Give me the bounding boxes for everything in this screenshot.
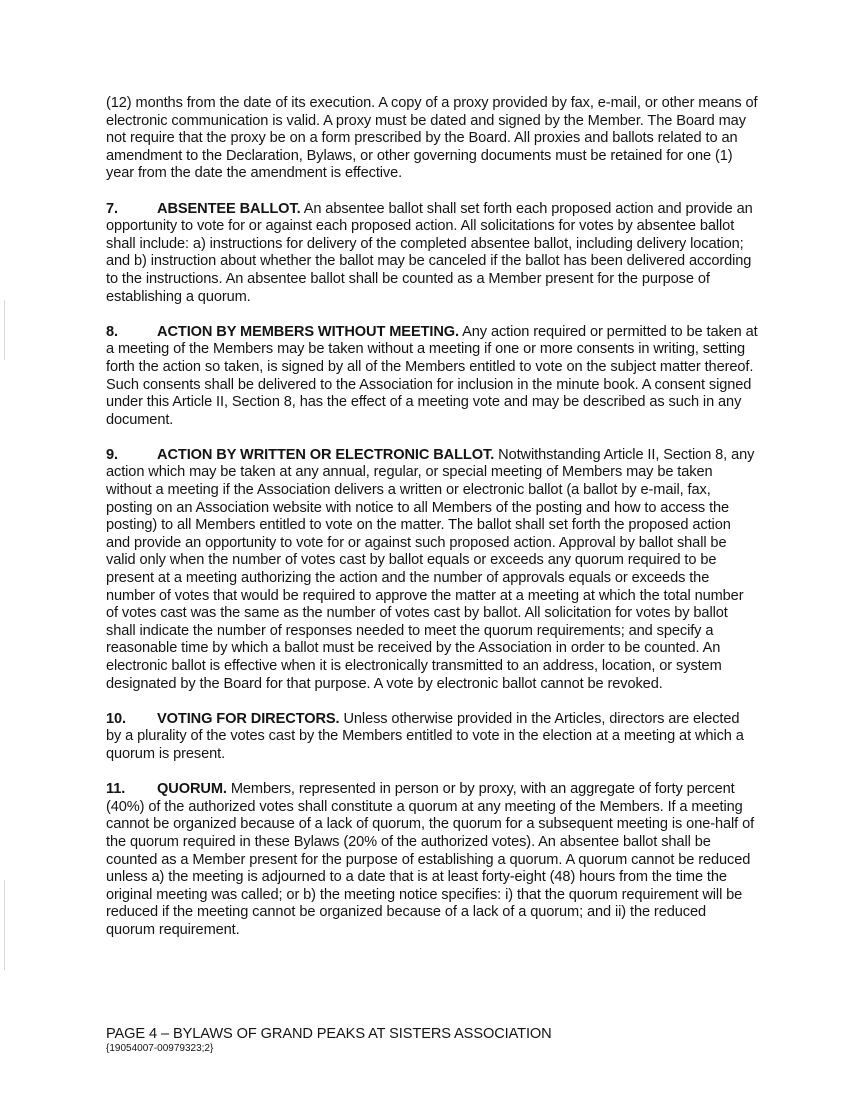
document-code: {19054007-00979323;2} <box>106 1043 214 1054</box>
section-body: An absentee ballot shall set forth each proposed action and provide an opportunity to vote for or against each proposed action. All solicitations for votes by absentee ballot shall include: a) instructions for delivery of the completed absentee ballot, including delivery location; and b) instruction about whether the ballot may be canceled if the ballot has been delivered according to the instructions. An absentee ballot shall be counted as a Member present for the purpose of establishing a quorum. <box>106 200 753 305</box>
section-body: Notwithstanding Article II, Section 8, any action which may be taken at any annual, regular, or special meeting of Members may be taken without a meeting if the Association delivers a written or electronic ballot (a ballot by e-mail, fax, posting on an Association website with notice to all Members of the posting and how to access the posting) to all Members entitled to vote on the matter. The ballot shall set forth the proposed action and provide an opportunity to vote for or against such proposed action. Approval by ballot shall be valid only when the number of votes cast by ballot equals or exceeds any quorum required to be present at a meeting authorizing the action and the number of approvals equals or exceeds the number of votes that would be required to approve the matter at a meeting at which the total number of votes cast was the same as the number of votes cast by ballot. All solicitation for votes by ballot shall indicate the number of responses needed to meet the quorum requirements; and specify a reasonable time by which a ballot must be received by the Association in order to be counted. An electronic ballot is effective when it is electronically transmitted to an address, location, or system designated by the Board for that purpose. A vote by electronic ballot cannot be revoked. <box>106 446 755 692</box>
section-heading: ACTION BY WRITTEN OR ELECTRONIC BALLOT. <box>157 446 495 463</box>
section-number: 11. <box>106 781 126 798</box>
section-number: 8. <box>106 323 118 340</box>
section-7 <box>106 201 758 307</box>
section-heading: ACTION BY MEMBERS WITHOUT MEETING. <box>157 323 459 340</box>
footer-title: PAGE 4 – BYLAWS OF GRAND PEAKS AT SISTERS ASSOCIATION <box>106 1026 552 1042</box>
section-heading: ABSENTEE BALLOT. <box>157 200 301 217</box>
section-11 <box>106 781 758 939</box>
section-heading: QUORUM. <box>157 781 227 798</box>
continuation-paragraph: (12) months from the date of its execution. A copy of a proxy provided by fax, e-mail, or other means of electronic communication is valid. A proxy must be dated and signed by the Member. The Board may not require that the proxy be on a form prescribed by the Board. All proxies and ballots related to an amendment to the Declaration, Bylaws, or other governing documents must be retained for one (1) year from the date the amendment is effective. <box>106 95 758 182</box>
section-10 <box>106 711 758 764</box>
section-body: Members, represented in person or by proxy, with an aggregate of forty percent (40%) of the authorized votes shall constitute a quorum at any meeting of the Members. If a meeting cannot be organized because of a lack of quorum, the quorum for a subsequent meeting is one-half of the quorum required in these Bylaws (20% of the authorized votes). An absentee ballot shall be counted as a Member present for the purpose of establishing a quorum. A quorum cannot be reduced unless a) the meeting is adjourned to a date that is at least forty-eight (48) hours from the time the original meeting was called; or b) the meeting notice specifies: i) that the quorum requirement will be reduced if the meeting cannot be organized because of a lack of a quorum; and ii) the reduced quorum requirement. <box>106 781 755 938</box>
section-body: Unless otherwise provided in the Articles, directors are elected by a plurality of the votes cast by the Members entitled to vote in the election at a meeting at which a quorum is present. <box>106 710 744 762</box>
document-page <box>106 95 758 957</box>
scan-edge-mark <box>4 880 5 970</box>
section-number: 10. <box>106 710 126 727</box>
section-body: Any action required or permitted to be taken at a meeting of the Members may be taken without a meeting if one or more consents in writing, setting forth the action so taken, is signed by all of the Members entitled to vote on the subject matter thereof. Such consents shall be delivered to the Association for inclusion in the minute book. A consent signed under this Article II, Section 8, has the effect of a meeting vote and may be described as such in any document. <box>106 323 758 428</box>
page-footer <box>106 1026 758 1055</box>
section-9 <box>106 447 758 693</box>
section-8 <box>106 324 758 430</box>
section-number: 9. <box>106 446 118 463</box>
section-number: 7. <box>106 200 118 217</box>
scan-edge-mark <box>4 300 5 360</box>
section-heading: VOTING FOR DIRECTORS. <box>157 710 340 727</box>
